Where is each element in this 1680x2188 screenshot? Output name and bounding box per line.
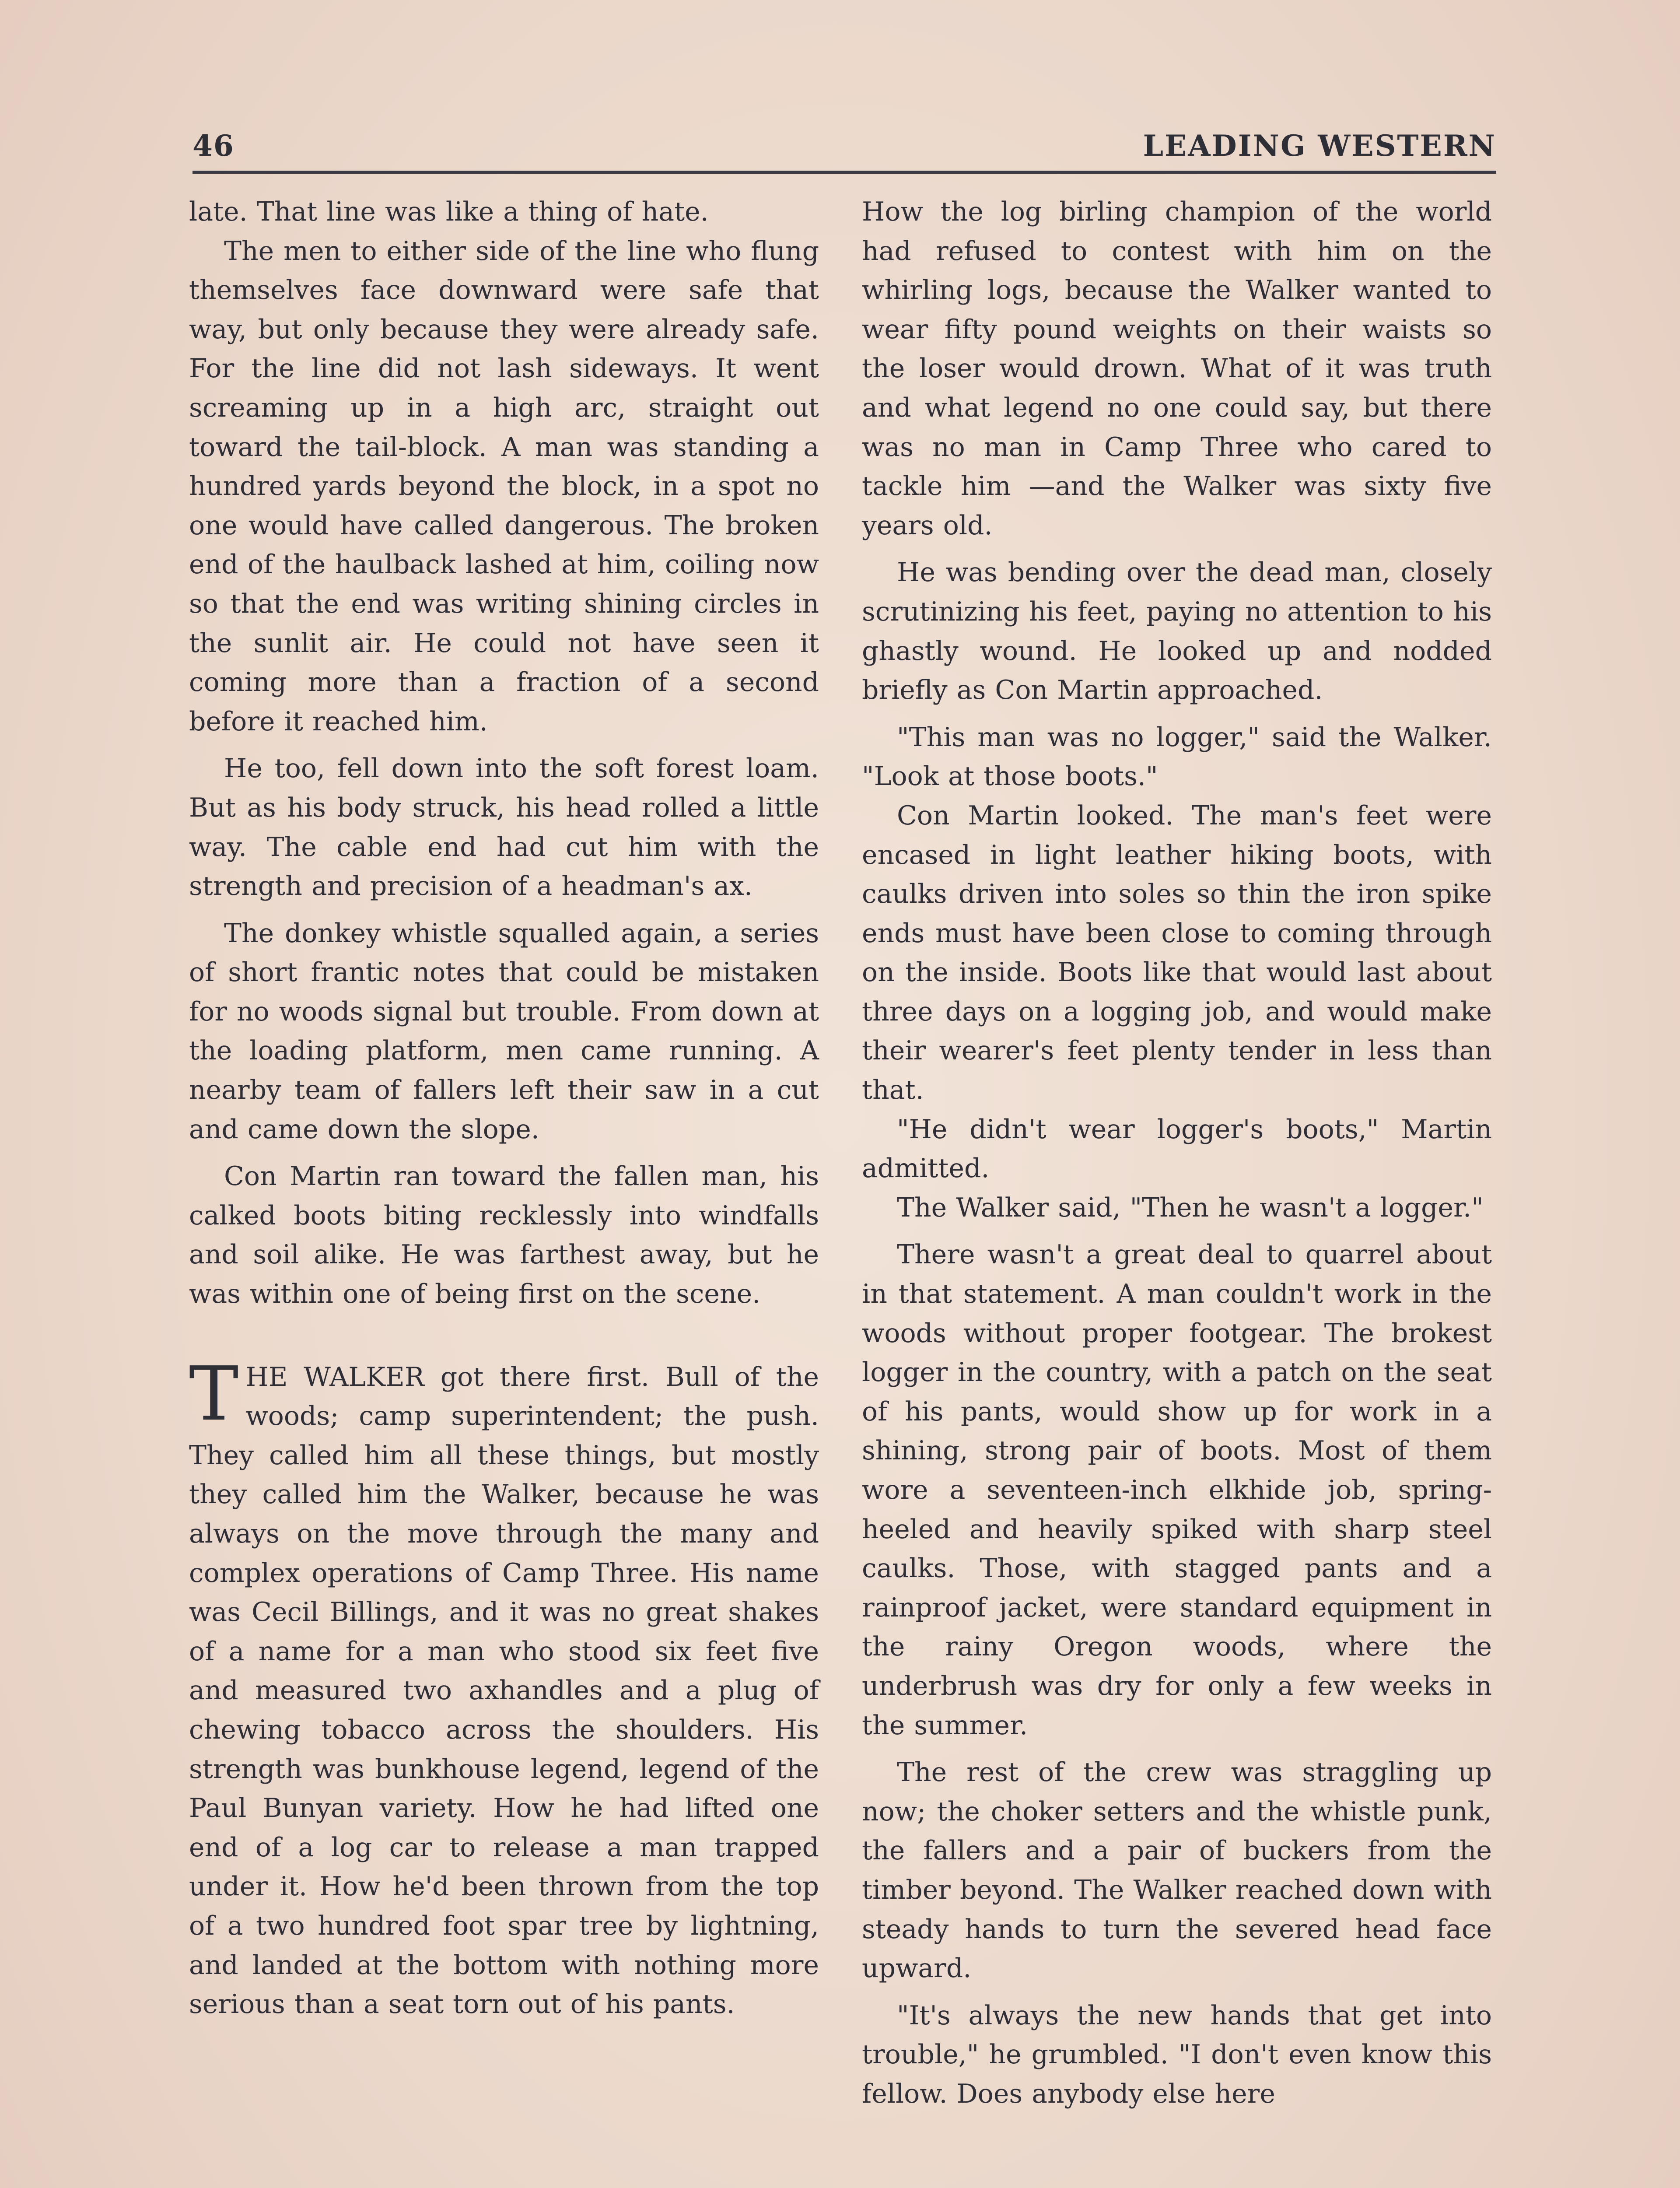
paragraph: There wasn't a great deal to quarrel about in that statement. A man couldn't work in the woods without proper footgear. The brokest logger in the country, with a patch on the seat of his pants, would show up for work in a shining, strong pair of boots. Most of them wore a seventeen-inch elkhide job, spring-heeled and heavily spiked with sharp steel caulks. Those, with stagged pants and a rainproof jacket, were standard equipment in the rainy Oregon woods, where the underbrush was dry for only a few weeks in the summer. xyxy=(862,1239,1492,1741)
paragraph: The Walker said, "Then he wasn't a logger." xyxy=(897,1192,1484,1223)
paragraph: late. That line was like a thing of hate. xyxy=(189,196,709,227)
paragraph: Con Martin ran toward the fallen man, his calked boots biting recklessly into windfalls and soil alike. He was farthest away, but he was within one of being first on the scene. xyxy=(189,1161,819,1310)
drop-cap: T xyxy=(189,1350,239,1438)
paragraph: The men to either side of the line who flung themselves face downward were safe that way, but only because they were already safe. For the line did not lash sideways. It went screaming up in a high arc, straight out toward the tail-block. A man was standing a hundred yards beyond the block, in a spot no one would have called dangerous. The broken end of the haulback lashed at him, coiling now so that the end was writing shining circles in the sunlit air. He could not have seen it coming more than a fraction of a second before it reached him. xyxy=(189,235,819,737)
right-column xyxy=(862,193,1492,2114)
paragraph: "It's always the new hands that get into trouble," he grumbled. "I don't even know this fellow. Does anybody else here xyxy=(862,2000,1492,2109)
paragraph: The donkey whistle squalled again, a series of short frantic notes that could be mistaken for no woods signal but trouble. From down at the loading platform, men came running. A nearby team of fallers left their saw in a cut and came down the slope. xyxy=(189,918,819,1145)
running-header xyxy=(192,118,1496,174)
paragraph: "This man was no logger," said the Walker. "Look at those boots." xyxy=(862,722,1492,792)
section-opening-paragraph xyxy=(189,1350,819,2024)
paragraph: The rest of the crew was straggling up now; the choker setters and the whistle punk, the fallers and a pair of buckers from the timber beyond. The Walker reached down with steady hands to turn the severed head face upward. xyxy=(862,1757,1492,1984)
paragraph: He too, fell down into the soft forest loam. But as his body struck, his head rolled a little way. The cable end had cut him with the strength and precision of a headman's ax. xyxy=(189,753,819,902)
page-number: 46 xyxy=(192,129,234,163)
paragraph-text: HE WALKER got there first. Bull of the woods; camp superintendent; the push. They called him all these things, but mostly they called him the Walker, because he was always on the move through the many and complex operations of Camp Three. His name was Cecil Billings, and it was no great shakes of a name for a man who stood six feet five and measured two axhandles and a plug of chewing tobacco across the shoulders. His strength was bunkhouse legend, legend of the Paul Bunyan variety. How he had lifted one end of a log car to release a man trapped under it. How he'd been thrown from the top of a two hundred foot spar tree by lightning, and landed at the bottom with nothing more serious than a seat torn out of his pants. xyxy=(189,1361,819,2020)
magazine-title: LEADING WESTERN xyxy=(1143,129,1496,163)
paragraph: How the log birling champion of the world had refused to contest with him on the whirling logs, because the Walker wanted to wear fifty pound weights on their waists so the loser would drown. What of it was truth and what legend no one could say, but there was no man in Camp Three who cared to tackle him —and the Walker was sixty five years old. xyxy=(862,196,1492,541)
paragraph: He was bending over the dead man, closely scrutinizing his feet, paying no attention to his ghastly wound. He looked up and nodded briefly as Con Martin approached. xyxy=(862,557,1492,706)
left-column xyxy=(189,193,819,2024)
paragraph: Con Martin looked. The man's feet were encased in light leather hiking boots, with caulks driven into soles so thin the iron spike ends must have been close to coming through on the inside. Boots like that would last about three days on a logging job, and would make their wearer's feet plenty tender in less than that. xyxy=(862,800,1492,1106)
paragraph: "He didn't wear logger's boots," Martin admitted. xyxy=(862,1114,1492,1184)
